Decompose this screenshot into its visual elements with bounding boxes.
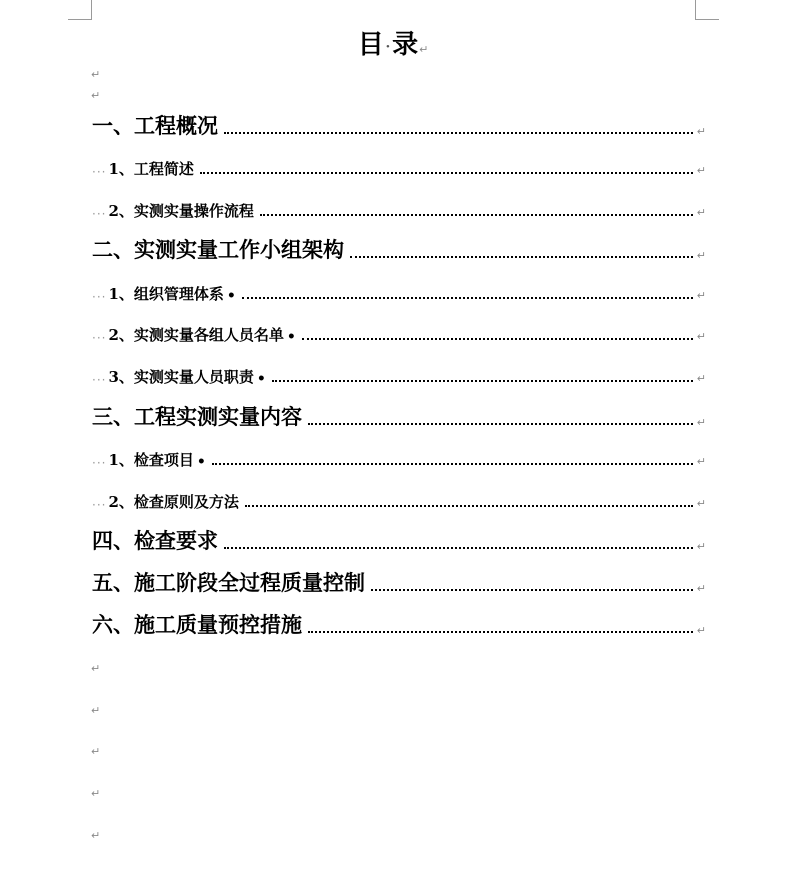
toc-entry[interactable] bbox=[92, 611, 706, 639]
dot-leader bbox=[272, 380, 693, 382]
crop-mark-top-left bbox=[91, 0, 92, 19]
paragraph-mark-icon: ↵ bbox=[696, 289, 706, 302]
bullet-icon: • bbox=[286, 329, 296, 345]
paragraph-mark-icon: ↵ bbox=[696, 455, 706, 468]
toc-entry[interactable] bbox=[92, 282, 706, 304]
dot-leader bbox=[212, 463, 693, 465]
bullet-icon: • bbox=[196, 454, 206, 470]
paragraph-mark-icon: ↵ bbox=[91, 745, 101, 758]
bullet-icon: • bbox=[256, 371, 266, 387]
dot-leader bbox=[242, 297, 693, 299]
toc-entry-title: 3、实测实量人员职责 bbox=[108, 368, 254, 386]
paragraph-mark-icon: ↵ bbox=[696, 416, 706, 429]
dot-leader bbox=[200, 172, 693, 174]
indent-marker: ··· bbox=[92, 290, 107, 304]
toc-entry-title: 五、施工阶段全过程质量控制 bbox=[92, 570, 365, 595]
paragraph-mark-icon: ↵ bbox=[91, 704, 101, 717]
toc-entry-title: 1、检查项目 bbox=[108, 451, 194, 469]
paragraph-mark-icon: ↵ bbox=[696, 249, 706, 262]
paragraph-mark-icon: ↵ bbox=[91, 89, 101, 102]
paragraph-mark-icon: ↵ bbox=[91, 68, 101, 81]
toc-entry[interactable] bbox=[92, 199, 706, 221]
indent-marker: ··· bbox=[92, 207, 107, 221]
paragraph-mark-icon: ↵ bbox=[696, 582, 706, 595]
crop-mark-top-left bbox=[68, 19, 92, 20]
toc-entry[interactable] bbox=[92, 112, 706, 140]
paragraph-mark-icon: ↵ bbox=[696, 164, 706, 177]
dot-leader bbox=[224, 547, 693, 549]
paragraph-mark-icon: ↵ bbox=[696, 330, 706, 343]
paragraph-mark-icon: ↵ bbox=[91, 787, 101, 800]
toc-entry[interactable] bbox=[92, 236, 706, 264]
dot-leader bbox=[302, 338, 693, 340]
indent-marker: ··· bbox=[92, 165, 107, 179]
indent-marker: ··· bbox=[92, 331, 107, 345]
toc-entry-title: 二、实测实量工作小组架构 bbox=[92, 237, 344, 262]
indent-marker: ··· bbox=[92, 373, 107, 387]
dot-leader bbox=[260, 214, 693, 216]
indent-marker: ··· bbox=[92, 498, 107, 512]
dot-leader bbox=[371, 589, 693, 591]
crop-mark-top-right bbox=[695, 19, 719, 20]
toc-entry-title: 2、实测实量各组人员名单 bbox=[108, 326, 284, 344]
paragraph-mark-icon: ↵ bbox=[91, 662, 101, 675]
toc-entry-title: 2、实测实量操作流程 bbox=[108, 202, 254, 220]
toc-entry-title: 一、工程概况 bbox=[92, 113, 218, 138]
toc-entry-title: 三、工程实测实量内容 bbox=[92, 404, 302, 429]
toc-entry[interactable] bbox=[92, 490, 706, 512]
dot-leader bbox=[350, 256, 693, 258]
toc-entry[interactable] bbox=[92, 157, 706, 179]
toc-entry[interactable] bbox=[92, 323, 706, 345]
paragraph-mark-icon: ↵ bbox=[696, 624, 706, 637]
toc-entry-title: 2、检查原则及方法 bbox=[108, 493, 239, 511]
toc-entry-title: 六、施工质量预控措施 bbox=[92, 612, 302, 637]
paragraph-mark-icon: ↵ bbox=[91, 829, 101, 842]
dot-leader bbox=[308, 631, 693, 633]
dot-leader bbox=[224, 132, 693, 134]
toc-entry[interactable] bbox=[92, 365, 706, 387]
paragraph-mark-icon: ↵ bbox=[696, 125, 706, 138]
toc-entry-title: 1、工程简述 bbox=[108, 160, 194, 178]
dot-leader bbox=[245, 505, 693, 507]
crop-mark-top-right bbox=[695, 0, 696, 19]
toc-entry[interactable] bbox=[92, 448, 706, 470]
bullet-icon: • bbox=[226, 288, 236, 304]
indent-marker: ··· bbox=[92, 456, 107, 470]
toc-entry-title: 1、组织管理体系 bbox=[108, 285, 224, 303]
toc-entry[interactable] bbox=[92, 403, 706, 431]
dot-leader bbox=[308, 423, 693, 425]
paragraph-mark-icon: ↵ bbox=[696, 540, 706, 553]
paragraph-mark-icon: ↵ bbox=[696, 206, 706, 219]
toc-entry-title: 四、检查要求 bbox=[92, 528, 218, 553]
toc-entry[interactable] bbox=[92, 569, 706, 597]
toc-entry[interactable] bbox=[92, 527, 706, 555]
paragraph-mark-icon: ↵ bbox=[696, 497, 706, 510]
page-title: 目·录↵ bbox=[357, 30, 430, 60]
paragraph-mark-icon: ↵ bbox=[696, 372, 706, 385]
